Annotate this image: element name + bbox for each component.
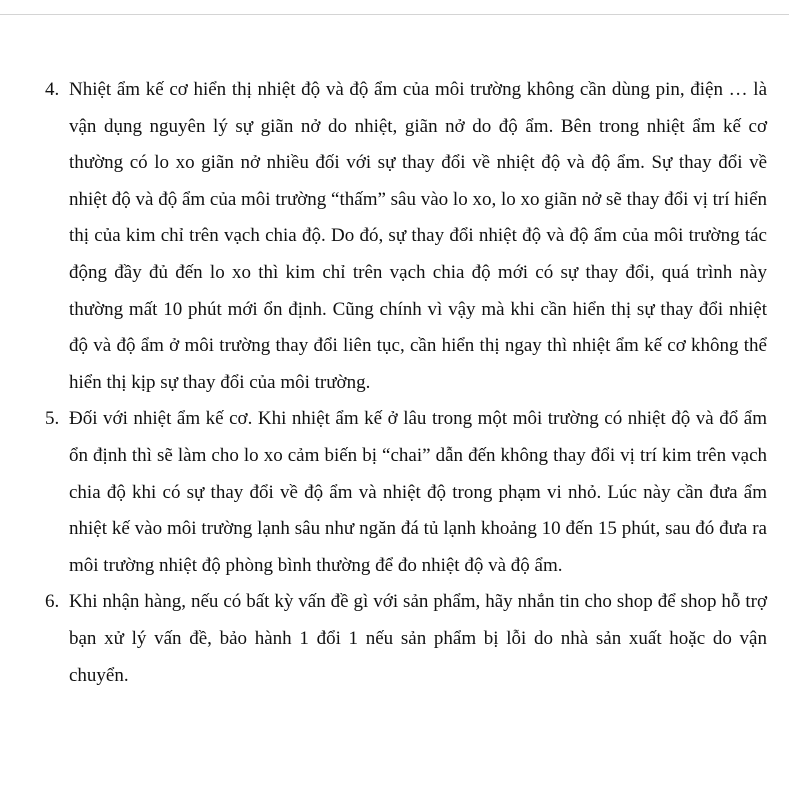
list-item-text: Khi nhận hàng, nếu có bất kỳ vấn đề gì với sản phẩm, hãy nhắn tin cho shop để shop hỗ trợ bạn xử lý vấn đề, bảo hành 1 đổi 1 nếu sản phẩm bị lỗi do nhà sản xuất hoặc do vận chuyển.: [69, 591, 767, 686]
list-item: [0, 72, 789, 401]
instruction-list: [0, 72, 789, 694]
top-divider: [0, 14, 789, 15]
list-item: [0, 584, 789, 694]
list-item-text: Nhiệt ẩm kế cơ hiển thị nhiệt độ và độ ẩm của môi trường không cần dùng pin, điện … là vận dụng nguyên lý sự giãn nở do nhiệt, giãn nở do độ ẩm. Bên trong nhiệt ẩm kế cơ thường có lo xo giãn nở nhiều đối với sự thay đổi về nhiệt độ và độ ẩm. Sự thay đổi về nhiệt độ và độ ẩm của môi trường “thấm” sâu vào lo xo, lo xo giãn nở sẽ thay đổi vị trí hiển thị của kim chỉ trên vạch chia độ. Do đó, sự thay đổi nhiệt độ và độ ẩm của môi trường tác động đầy đủ đến lo xo thì kim chỉ trên vạch chia độ mới có sự thay đổi, quá trình này thường mất 10 phút mới ổn định. Cũng chính vì vậy mà khi cần hiển thị sự thay đổi nhiệt độ và độ ẩm ở môi trường thay đổi liên tục, cần hiển thị ngay thì nhiệt ẩm kế cơ không thể hiển thị kịp sự thay đổi của môi trường.: [69, 79, 767, 393]
list-item-number: 5.: [45, 408, 60, 430]
list-item-number: 4.: [45, 79, 60, 100]
list-item-text: Đối với nhiệt ẩm kế cơ. Khi nhiệt ẩm kế ở lâu trong một môi trường có nhiệt độ và đổ ẩm ổn định thì sẽ làm cho lo xo cảm biến bị “chai” dẫn đến không thay đổi vị trí kim trên vạch chia độ khi có sự thay đổi về độ ẩm và nhiệt độ trong phạm vi nhỏ. Lúc này cần đưa ẩm nhiệt kế vào môi trường lạnh sâu như ngăn đá tủ lạnh khoảng 10 đến 15 phút, sau đó đưa ra môi trường nhiệt độ phòng bình thường để đo nhiệt độ và độ ẩm.: [69, 408, 767, 576]
list-item: [0, 401, 789, 584]
list-item-number: 6.: [45, 591, 60, 613]
